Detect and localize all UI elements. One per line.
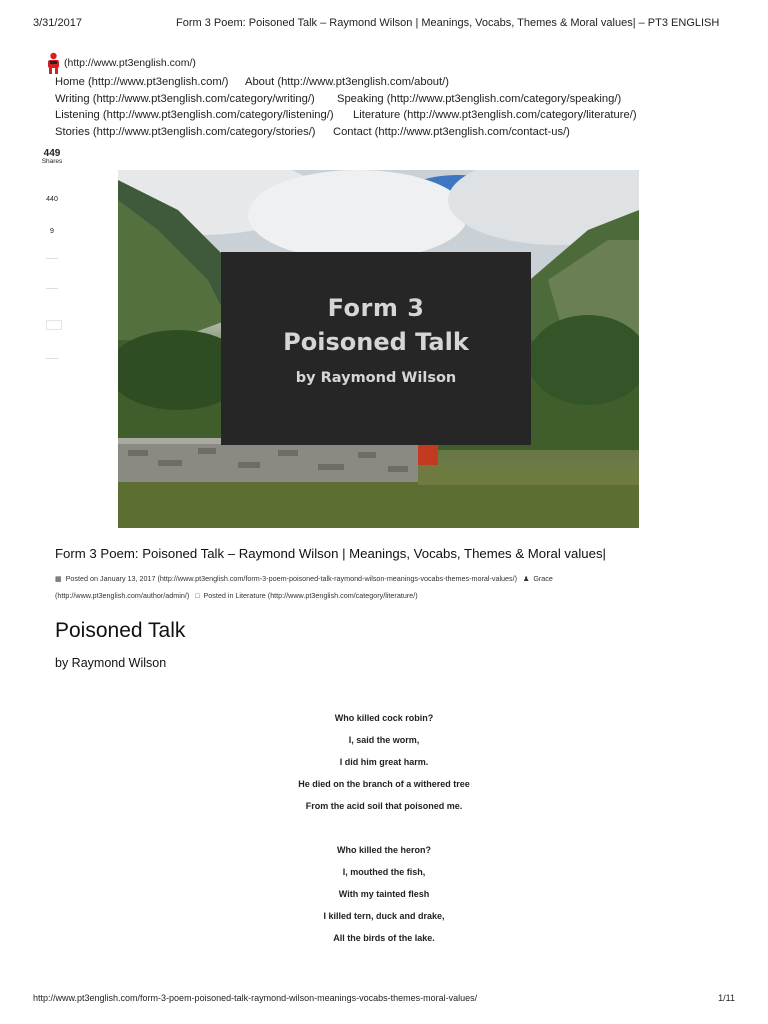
share-count-twitter[interactable]: 9: [50, 228, 54, 235]
share-button-faint[interactable]: [46, 288, 58, 289]
nav-row: [55, 91, 637, 108]
share-total: 449: [43, 148, 61, 159]
share-button-faint[interactable]: [46, 258, 58, 259]
nav-link-speaking[interactable]: Speaking (http://www.pt3english.com/category/speaking/): [337, 92, 622, 105]
share-count-facebook[interactable]: 440: [46, 196, 58, 203]
site-logo-link[interactable]: [45, 52, 196, 74]
nav-link-literature[interactable]: Literature (http://www.pt3english.com/category/literature/): [353, 109, 637, 121]
category-link[interactable]: Posted in Literature (http://www.pt3english.com/category/literature/): [203, 591, 418, 600]
page-number: 1/11: [718, 993, 735, 1003]
nav-row: [55, 107, 637, 124]
poem-line: I, mouthed the fish,: [342, 867, 426, 877]
poem-line: With my tainted flesh: [338, 889, 430, 899]
hero-line-3: by Raymond Wilson: [295, 370, 457, 386]
poem-line: From the acid soil that poisoned me.: [305, 801, 463, 811]
user-icon: ♟: [523, 576, 530, 583]
article-title[interactable]: Form 3 Poem: Poisoned Talk – Raymond Wilson | Meanings, Vocabs, Themes & Moral values|: [55, 546, 606, 561]
poem-byline: by Raymond Wilson: [55, 656, 167, 670]
hero-line-1: Form 3: [327, 294, 425, 322]
print-date: 3/31/2017: [33, 17, 82, 29]
poem-line: He died on the branch of a withered tree: [298, 779, 470, 789]
footer-url: http://www.pt3english.com/form-3-poem-poisoned-talk-raymond-wilson-meanings-vocabs-themes-moral-values/: [33, 993, 478, 1003]
logo-link-text: (http://www.pt3english.com/): [64, 57, 196, 69]
calendar-icon: ▦: [55, 576, 62, 583]
hero-image: [118, 170, 639, 528]
poem-line: Who killed the heron?: [337, 845, 431, 855]
poem-line: Who killed cock robin?: [334, 713, 434, 723]
stanza-gap: [0, 821, 768, 843]
nav-link-contact[interactable]: Contact (http://www.pt3english.com/contact-us/): [333, 125, 570, 138]
poem-line: I, said the worm,: [348, 735, 420, 745]
share-rail: [38, 148, 66, 235]
author-link[interactable]: (http://www.pt3english.com/author/admin/): [55, 591, 190, 600]
nav-link-writing[interactable]: Writing (http://www.pt3english.com/category/writing/): [55, 92, 315, 105]
author-name[interactable]: Grace: [533, 574, 553, 583]
main-navigation: [55, 74, 637, 140]
share-label: Shares: [41, 158, 63, 165]
nav-link-about[interactable]: About (http://www.pt3english.com/about/): [245, 76, 449, 88]
share-button-faint[interactable]: [46, 358, 58, 359]
nav-row: [55, 124, 637, 141]
poem-line: I killed tern, duck and drake,: [323, 911, 445, 921]
share-button-faint[interactable]: [46, 320, 62, 330]
hero-line-2: Poisoned Talk: [283, 328, 469, 356]
nav-link-home[interactable]: Home (http://www.pt3english.com/): [55, 76, 229, 88]
poem-heading: Poisoned Talk: [55, 619, 186, 642]
folder-icon: □: [195, 593, 200, 600]
nav-link-listening[interactable]: Listening (http://www.pt3english.com/category/listening/): [55, 109, 334, 121]
poem-line: All the birds of the lake.: [333, 933, 435, 943]
poem-body: [0, 711, 768, 953]
print-page-title: Form 3 Poem: Poisoned Talk – Raymond Wilson | Meanings, Vocabs, Themes & Moral values| – PT3 ENGLISH: [176, 17, 720, 29]
post-meta: [55, 571, 615, 605]
logo-icon: [45, 52, 62, 74]
poem-line: I did him great harm.: [339, 757, 429, 767]
hero-title-card: [221, 252, 531, 445]
nav-row: [55, 74, 637, 91]
nav-link-stories[interactable]: Stories (http://www.pt3english.com/category/stories/): [55, 125, 316, 138]
post-date-link[interactable]: Posted on January 13, 2017 (http://www.pt3english.com/form-3-poem-poisoned-talk-raymond-wilson-meanings-vocabs-themes-moral-values/): [65, 574, 518, 583]
